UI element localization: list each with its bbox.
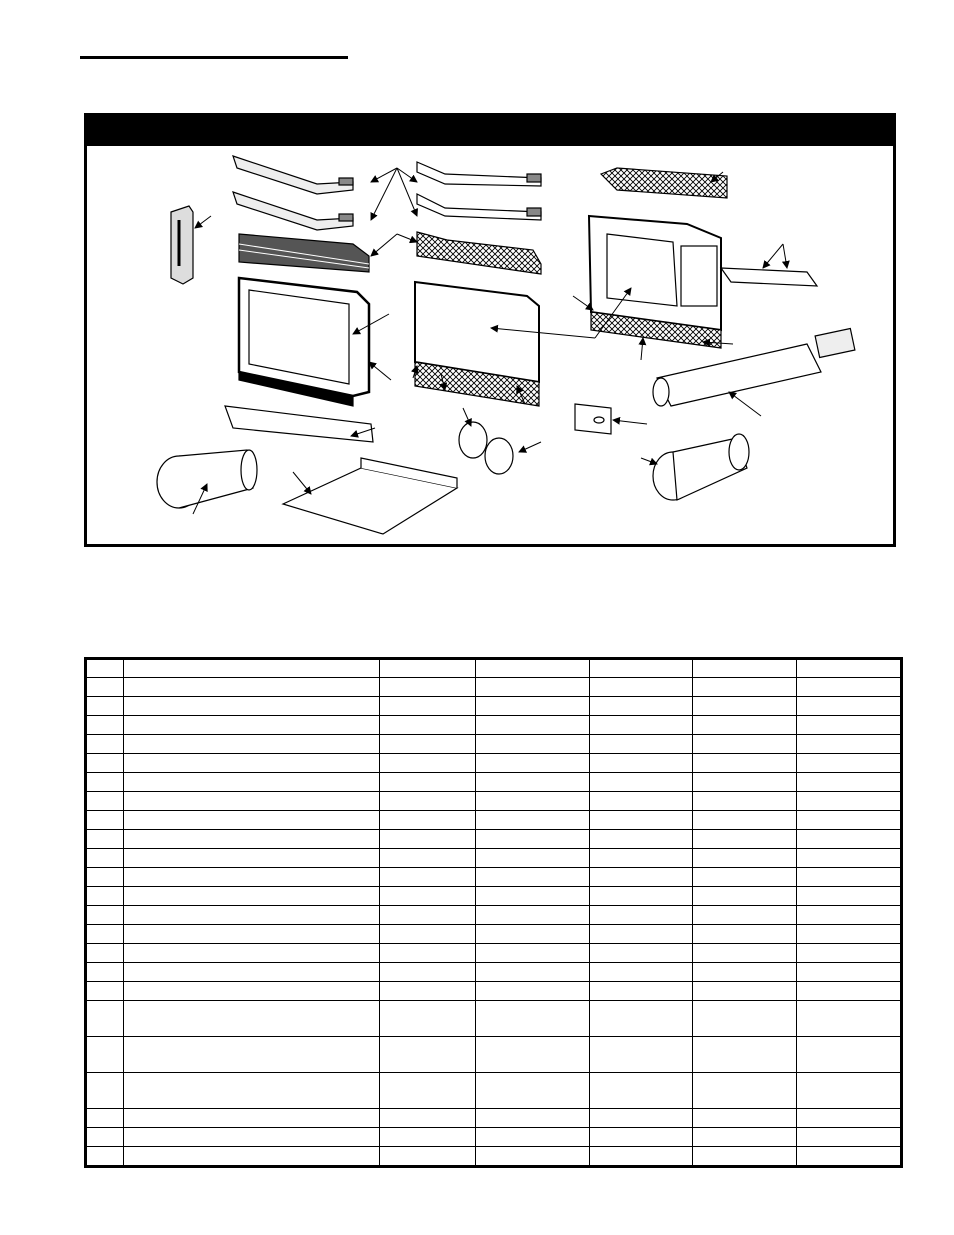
table-cell [590,1109,693,1128]
blower-assembly-right [653,434,749,500]
table-row [86,1109,902,1128]
table-cell [693,1128,797,1147]
table-cell [693,792,797,811]
table-header-cell [693,659,797,678]
table-cell [476,716,590,735]
table-cell [476,868,590,887]
table-row [86,982,902,1001]
table-cell [797,1147,902,1167]
table-cell [797,773,902,792]
table-cell [86,716,124,735]
table-cell [380,982,476,1001]
table-cell [797,1073,902,1109]
table-cell [476,944,590,963]
table-cell [86,830,124,849]
table-cell [86,754,124,773]
table-cell [380,1037,476,1073]
table-cell [590,925,693,944]
trim-strip-top-middle [417,162,541,186]
table-cell [797,982,902,1001]
table-cell [797,811,902,830]
table-cell [124,1001,380,1037]
table-cell [797,1001,902,1037]
table-cell [797,678,902,697]
table-cell [590,754,693,773]
table-cell [590,849,693,868]
table-cell [693,849,797,868]
table-cell [380,1109,476,1128]
table-cell [476,773,590,792]
table-cell [693,925,797,944]
table-cell [590,1037,693,1073]
table-row [86,849,902,868]
table-cell [124,906,380,925]
surround-middle [415,282,539,406]
table-cell [124,982,380,1001]
table-cell [693,1109,797,1128]
table-cell [124,925,380,944]
table-cell [86,697,124,716]
table-cell [797,792,902,811]
table-cell [476,735,590,754]
table-cell [797,735,902,754]
table-cell [476,754,590,773]
lattice-top-right [601,168,727,198]
table-cell [797,944,902,963]
table-cell [476,849,590,868]
table-row [86,811,902,830]
blower-assembly-left [157,450,257,508]
table-cell [86,1073,124,1109]
table-cell [476,906,590,925]
table-cell [124,849,380,868]
table-cell [693,982,797,1001]
table-cell [124,735,380,754]
table-cell [693,716,797,735]
table-cell [797,754,902,773]
wall-bracket [171,206,193,284]
table-cell [86,1128,124,1147]
table-cell [86,1037,124,1073]
table-cell [86,963,124,982]
table-cell [86,773,124,792]
table-cell [693,944,797,963]
table-cell [86,982,124,1001]
table-cell [86,811,124,830]
table-cell [590,1001,693,1037]
table-cell [380,735,476,754]
table-header-cell [380,659,476,678]
table-cell [124,811,380,830]
table-cell [590,773,693,792]
table-cell [476,1128,590,1147]
table-row [86,1001,902,1037]
table-cell [693,811,797,830]
table-cell [380,830,476,849]
table-cell [124,716,380,735]
table-cell [476,678,590,697]
table-cell [693,697,797,716]
table-cell [380,697,476,716]
table-cell [693,1147,797,1167]
table-cell [86,735,124,754]
table-cell [124,1073,380,1109]
table-cell [124,792,380,811]
table-row [86,887,902,906]
table-cell [380,754,476,773]
table-cell [476,830,590,849]
table-cell [590,830,693,849]
table-cell [590,716,693,735]
table-cell [797,906,902,925]
louver-panel [239,234,369,272]
table-cell [590,868,693,887]
table-cell [380,868,476,887]
table-row [86,754,902,773]
table-cell [86,887,124,906]
table-cell [476,887,590,906]
table-row [86,716,902,735]
table-cell [797,697,902,716]
table-cell [380,678,476,697]
control-knobs [459,422,513,474]
table-cell [590,906,693,925]
table-cell [86,1001,124,1037]
table-cell [124,830,380,849]
table-cell [797,1109,902,1128]
table-cell [590,944,693,963]
table-cell [380,1001,476,1037]
table-cell [86,849,124,868]
table-cell [86,944,124,963]
table-cell [124,944,380,963]
lattice-top-middle [417,232,541,274]
table-header-row [86,659,902,678]
table-cell [590,963,693,982]
table-cell [124,963,380,982]
table-cell [124,697,380,716]
table-cell [693,773,797,792]
table-cell [124,678,380,697]
table-cell [797,1037,902,1073]
table-cell [380,1073,476,1109]
table-header-cell [476,659,590,678]
table-cell [380,773,476,792]
table-cell [380,944,476,963]
table-cell [797,830,902,849]
table-cell [380,1128,476,1147]
table-cell [693,963,797,982]
table-cell [476,811,590,830]
table-header-cell [124,659,380,678]
table-cell [124,1128,380,1147]
table-cell [380,925,476,944]
table-cell [590,735,693,754]
table-row [86,773,902,792]
table-cell [590,792,693,811]
table-cell [476,1073,590,1109]
parts-list-table [84,657,903,1168]
table-cell [693,678,797,697]
table-cell [693,735,797,754]
table-cell [380,792,476,811]
table-cell [476,1037,590,1073]
table-cell [693,1037,797,1073]
table-cell [693,887,797,906]
table-cell [797,887,902,906]
table-cell [86,925,124,944]
table-cell [797,849,902,868]
table-row [86,697,902,716]
table-cell [86,678,124,697]
table-cell [476,925,590,944]
parts-illustration [87,116,893,544]
table-cell [476,792,590,811]
table-cell [590,1128,693,1147]
trim-strip-second-left [233,192,353,230]
table-cell [86,1109,124,1128]
table-cell [797,1128,902,1147]
table-row [86,1037,902,1073]
table-cell [590,811,693,830]
table-cell [380,906,476,925]
table-header-cell [590,659,693,678]
table-cell [124,868,380,887]
table-row [86,1073,902,1109]
table-cell [797,716,902,735]
exploded-parts-diagram [84,113,896,547]
table-cell [124,1037,380,1073]
table-row [86,735,902,754]
door-frame-left [239,278,369,406]
table-cell [380,811,476,830]
trim-strip-top-left [233,156,353,194]
table-cell [476,1001,590,1037]
glass-panel [225,406,373,442]
table-cell [380,849,476,868]
table-row [86,1147,902,1167]
table-cell [380,887,476,906]
table-row [86,792,902,811]
table-cell [590,697,693,716]
table-cell [797,868,902,887]
table-cell [590,1073,693,1109]
table-row [86,963,902,982]
table-row [86,906,902,925]
table-cell [86,792,124,811]
table-cell [124,773,380,792]
table-cell [86,906,124,925]
table-cell [693,868,797,887]
table-cell [476,982,590,1001]
table-row [86,1128,902,1147]
table-cell [693,1001,797,1037]
table-cell [380,963,476,982]
table-cell [797,925,902,944]
small-bracket [575,404,611,434]
table-cell [86,868,124,887]
table-cell [476,1147,590,1167]
table-cell [380,1147,476,1167]
table-cell [693,830,797,849]
table-row [86,868,902,887]
table-header-cell [797,659,902,678]
table-cell [590,1147,693,1167]
table-cell [476,1109,590,1128]
table-cell [124,887,380,906]
table-cell [380,716,476,735]
insert-assembly-right [589,216,721,348]
table-cell [590,678,693,697]
heat-shield-plate [283,458,457,534]
trim-strip-second-middle [417,194,541,220]
table-cell [476,963,590,982]
table-cell [797,963,902,982]
table-row [86,925,902,944]
table-cell [124,754,380,773]
table-row [86,944,902,963]
table-cell [590,887,693,906]
table-cell [693,906,797,925]
table-row [86,830,902,849]
table-cell [124,1147,380,1167]
section-title-underline [80,56,348,59]
table-cell [86,1147,124,1167]
table-header-cell [86,659,124,678]
table-cell [476,697,590,716]
table-cell [693,1073,797,1109]
table-cell [693,754,797,773]
table-cell [124,1109,380,1128]
table-row [86,678,902,697]
hinge-plate [721,268,817,286]
table-cell [590,982,693,1001]
